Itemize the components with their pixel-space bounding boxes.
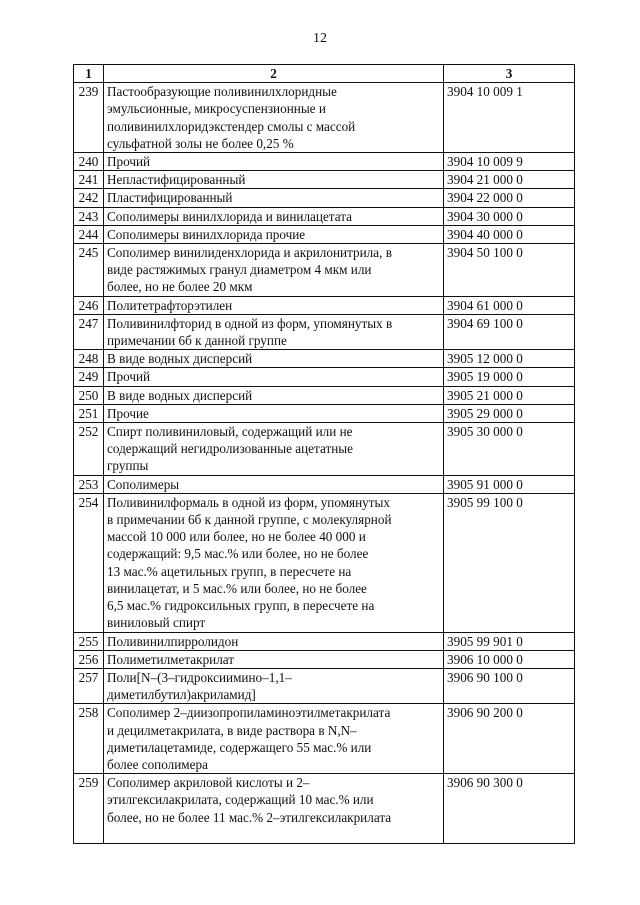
description-line: виде растяжимых гранул диаметром 4 мкм или [107,262,372,278]
description-line: группы [107,458,149,474]
row-code: 3905 99 901 0 [444,632,575,650]
table-body [74,83,575,844]
description-line: более сополимера [107,756,208,772]
description-line: Поли[N–(3–гидроксиимино–1,1– [107,669,292,685]
description-line [107,826,440,843]
row-description [104,153,444,171]
description-line: Прочие [107,405,149,421]
row-number: 252 [74,423,104,476]
row-number: 243 [74,207,104,225]
description-line: массой 10 000 или более, но не более 40 000 и [107,529,366,545]
row-description [104,386,444,404]
table-row [74,314,575,349]
description-line: Поливинилфторид в одной из форм, упомянутых в [107,315,393,331]
row-description [104,632,444,650]
row-number: 251 [74,404,104,422]
header-row [74,65,575,83]
row-code: 3906 90 100 0 [444,668,575,703]
page-number: 12 [313,31,327,46]
row-description [104,314,444,349]
description-line: В виде водных дисперсий [107,351,253,367]
row-code: 3905 99 100 0 [444,493,575,632]
row-number: 250 [74,386,104,404]
row-number: 255 [74,632,104,650]
description-line: Сополимеры [107,476,180,492]
description-line: эмульсионные, микросуспензионные и [107,101,326,117]
description-line: диметилацетамиде, содержащего 55 мас.% или [107,739,372,755]
row-number: 253 [74,475,104,493]
description-line: сульфатной золы не более 0,25 % [107,135,294,151]
row-description [104,493,444,632]
row-number: 256 [74,650,104,668]
row-number: 242 [74,189,104,207]
row-description [104,225,444,243]
row-number: 257 [74,668,104,703]
row-code: 3904 69 100 0 [444,314,575,349]
table-row [74,423,575,476]
row-description [104,171,444,189]
row-code: 3904 30 000 0 [444,207,575,225]
table-row [74,244,575,297]
tariff-codes-table [73,64,575,844]
description-line: в примечании 6б к данной группе, с молекулярной [107,512,392,528]
row-code: 3905 19 000 0 [444,368,575,386]
row-description [104,207,444,225]
row-description [104,668,444,703]
row-code: 3904 22 000 0 [444,189,575,207]
row-number: 245 [74,244,104,297]
description-line: Спирт поливиниловый, содержащий или не [107,424,353,440]
description-line: Сополимер акриловой кислоты и 2– [107,775,310,791]
description-line: этилгексилакрилата, содержащий 10 мас.% или [107,792,374,808]
table-row [74,83,575,153]
row-description [104,368,444,386]
table-row [74,632,575,650]
row-number: 241 [74,171,104,189]
description-line: Сополимер 2–диизопропиламиноэтилметакрилата [107,705,391,721]
table-row [74,207,575,225]
table-row [74,475,575,493]
row-description [104,83,444,153]
row-description [104,296,444,314]
row-code: 3904 21 000 0 [444,171,575,189]
description-line: Непластифицированный [107,172,246,188]
table-row [74,650,575,668]
row-code: 3905 12 000 0 [444,350,575,368]
table-row [74,171,575,189]
row-number: 249 [74,368,104,386]
row-code: 3905 30 000 0 [444,423,575,476]
table-row [74,296,575,314]
row-code: 3905 21 000 0 [444,386,575,404]
row-description [104,423,444,476]
description-line: 6,5 мас.% гидроксильных групп, в пересчете на [107,598,375,614]
description-line: В виде водных дисперсий [107,387,253,403]
description-line: Сополимеры винилхлорида прочие [107,226,306,242]
table-row [74,225,575,243]
description-line: более, но не более 20 мкм [107,279,253,295]
description-line: Полиметилметакрилат [107,651,235,667]
table-row [74,774,575,844]
table-row [74,668,575,703]
row-description [104,350,444,368]
row-code: 3906 90 200 0 [444,704,575,774]
table-row [74,493,575,632]
row-number: 254 [74,493,104,632]
row-number: 247 [74,314,104,349]
description-line: Поливинилпирролидон [107,633,239,649]
row-description [104,704,444,774]
description-line: более, но не более 11 мас.% 2–этилгексилакрилата [107,809,392,825]
row-code: 3906 90 300 0 [444,774,575,844]
row-description [104,189,444,207]
table-row [74,704,575,774]
description-line: виниловый спирт [107,615,206,631]
table-row [74,368,575,386]
column-header-number: 1 [74,65,104,83]
row-number: 248 [74,350,104,368]
row-description [104,475,444,493]
description-line: Прочий [107,154,151,170]
description-line: винилацетат, и 5 мас.% или более, но не более [107,580,367,596]
row-number: 239 [74,83,104,153]
row-description [104,650,444,668]
description-line: Сополимер винилиденхлорида и акрилонитрила, в [107,245,392,261]
description-line: Поливинилформаль в одной из форм, упомянутых [107,494,390,510]
row-code: 3906 10 000 0 [444,650,575,668]
description-line: 13 мас.% ацетильных групп, в пересчете на [107,563,352,579]
row-number: 259 [74,774,104,844]
description-line: Политетрафторэтилен [107,297,233,313]
row-number: 240 [74,153,104,171]
description-line: Сополимеры винилхлорида и винилацетата [107,208,353,224]
table-row [74,386,575,404]
row-description [104,244,444,297]
description-line: поливинилхлоридэкстендер смолы с массой [107,118,356,134]
table-row [74,153,575,171]
description-line: содержащий: 9,5 мас.% или более, но не более [107,546,369,562]
column-header-description: 2 [104,65,444,83]
row-description [104,774,444,844]
description-line: Пастообразующие поливинилхлоридные [107,84,337,100]
description-line: диметилбутил)акриламид] [107,687,256,703]
table-row [74,189,575,207]
row-code: 3904 50 100 0 [444,244,575,297]
description-line: Пластифицированный [107,190,233,206]
table-row [74,350,575,368]
row-number: 246 [74,296,104,314]
row-number: 258 [74,704,104,774]
row-code: 3905 91 000 0 [444,475,575,493]
row-code: 3904 61 000 0 [444,296,575,314]
description-line: содержащий негидролизованные ацетатные [107,441,353,457]
row-code: 3904 40 000 0 [444,225,575,243]
row-code: 3904 10 009 9 [444,153,575,171]
column-header-code: 3 [444,65,575,83]
table-row [74,404,575,422]
row-code: 3904 10 009 1 [444,83,575,153]
description-line: Прочий [107,369,151,385]
description-line: и децилметакрилата, в виде раствора в N,N– [107,722,357,738]
row-number: 244 [74,225,104,243]
description-line: примечании 6б к данной группе [107,333,287,349]
row-description [104,404,444,422]
row-code: 3905 29 000 0 [444,404,575,422]
